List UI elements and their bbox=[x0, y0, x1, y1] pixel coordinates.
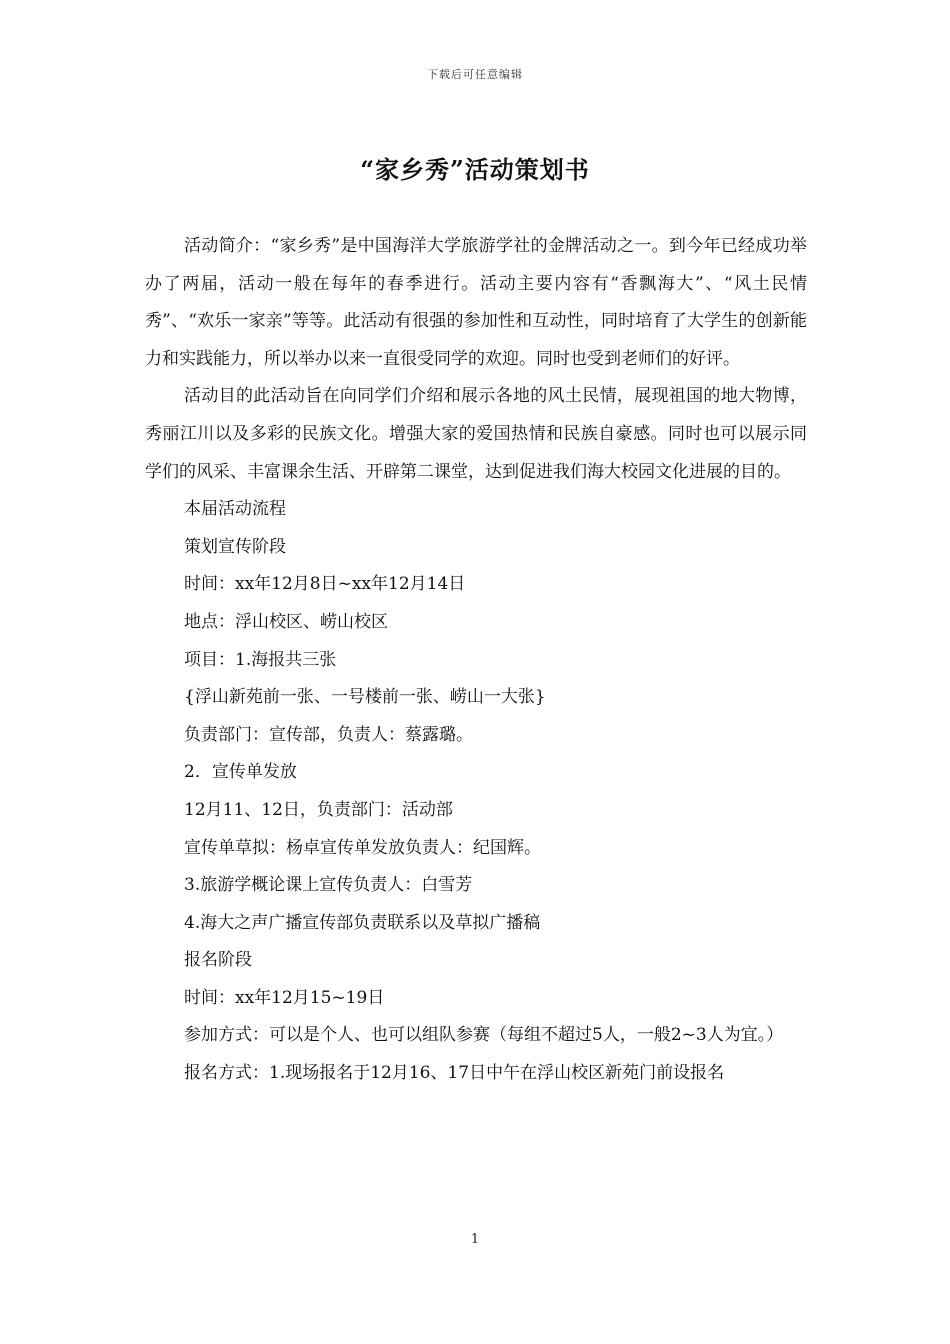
document-body bbox=[145, 228, 807, 1093]
paragraph-project: 项目：1.海报共三张 bbox=[184, 649, 337, 670]
paragraph-process-heading: 本届活动流程 bbox=[184, 499, 286, 520]
page-number: 1 bbox=[470, 1232, 480, 1247]
paragraph-flyer-owner: 宣传单草拟：杨卓宣传单发放负责人：纪国辉。 bbox=[184, 837, 541, 858]
paragraph-flyers: 2．宣传单发放 bbox=[184, 762, 297, 783]
paragraph-purpose: 活动目的此活动旨在向同学们介绍和展示各地的风土民情，展现祖国的地大物博，秀丽江川以及多彩的民族文化。增强大家的爱国热情和民族自豪感。同时也可以展示同学们的风采、丰富课余生活、开辟第二课堂，达到促进我们海大校园文化进展的目的。 bbox=[145, 386, 807, 482]
paragraph-signup-method: 报名方式：1.现场报名于12月16、17日中午在浮山校区新苑门前设报名 bbox=[184, 1063, 725, 1084]
paragraph-time: 时间：xx年12月8日~xx年12月14日 bbox=[184, 574, 466, 595]
paragraph-radio-promo: 4.海大之声广播宣传部负责联系以及草拟广播稿 bbox=[184, 912, 541, 933]
paragraph-participation: 参加方式：可以是个人、也可以组队参赛（每组不超过5人，一般2~3人为宜。） bbox=[184, 1025, 784, 1046]
paragraph-flyer-dates: 12月11、12日，负责部门：活动部 bbox=[184, 799, 453, 820]
paragraph-signup-time: 时间：xx年12月15~19日 bbox=[184, 987, 385, 1008]
paragraph-poster-locations: {浮山新苑前一张、一号楼前一张、崂山一大张} bbox=[184, 687, 546, 708]
paragraph-stage-planning: 策划宣传阶段 bbox=[184, 536, 286, 557]
header-note: 下载后可任意编辑 bbox=[427, 68, 523, 81]
paragraph-poster-owner: 负责部门：宣传部，负责人：蔡露璐。 bbox=[184, 724, 473, 745]
paragraph-intro: 活动简介：“家乡秀”是中国海洋大学旅游学社的金牌活动之一。到今年已经成功举办了两届，活动一般在每年的春季进行。活动主要内容有“香飘海大”、“风土民情秀”、“欢乐一家亲”等等。此活动有很强的参加性和互动性，同时培育了大学生的创新能力和实践能力，所以举办以来一直很受同学的欢迎。同时也受到老师们的好评。 bbox=[145, 236, 807, 369]
paragraph-location: 地点：浮山校区、崂山校区 bbox=[184, 611, 388, 632]
paragraph-class-promo: 3.旅游学概论课上宣传负责人：白雪芳 bbox=[184, 875, 473, 896]
paragraph-stage-signup: 报名阶段 bbox=[184, 950, 252, 971]
document-title: “家乡秀”活动策划书 bbox=[360, 155, 590, 184]
